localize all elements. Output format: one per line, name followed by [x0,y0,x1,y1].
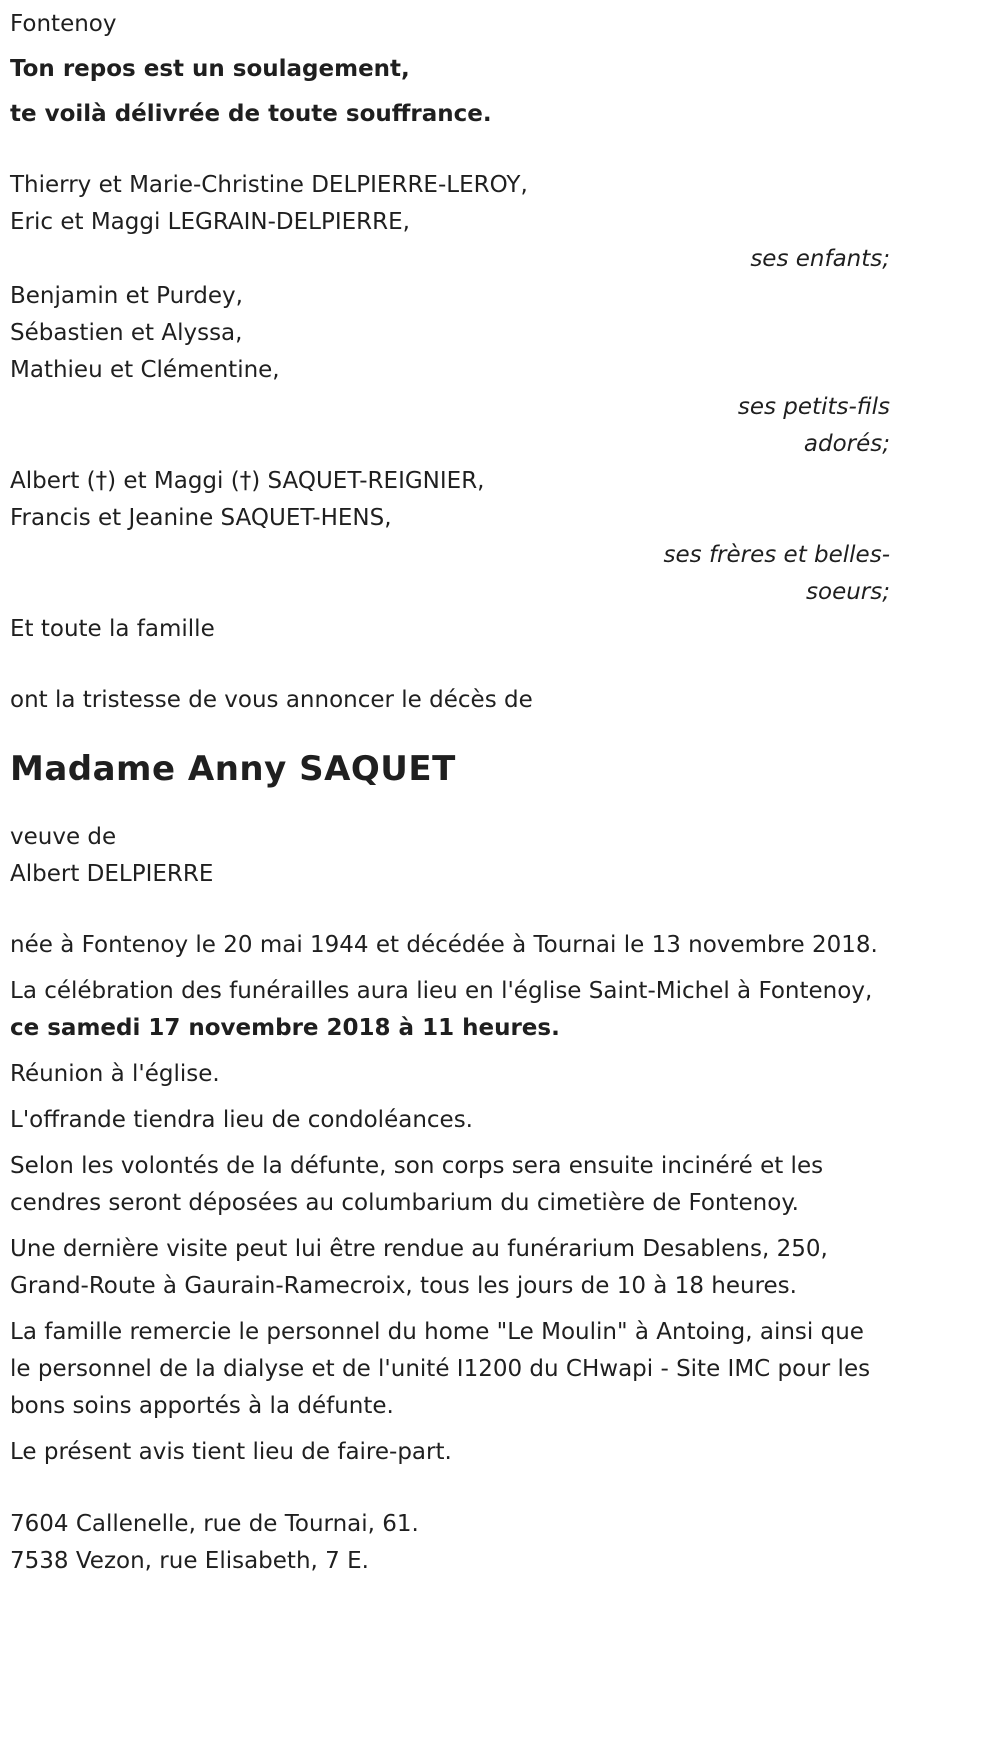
grandchild-name: Benjamin et Purdey, [10,283,243,309]
children-section [10,167,890,278]
notice-text: Le présent avis tient lieu de faire-part. [10,1439,452,1465]
siblings-relation-line-2: soeurs; [806,579,890,605]
grandchildren-section [10,278,890,463]
grandchild-name: Mathieu et Clémentine, [10,357,280,383]
child-name: Thierry et Marie-Christine DELPIERRE-LEROY, [10,172,528,198]
obituary-content [10,6,890,1580]
address-line: 7538 Vezon, rue Elisabeth, 7 E. [10,1548,369,1574]
announcement-text: ont la tristesse de vous annoncer le décès de [10,687,533,713]
funeral-paragraph [10,973,890,1047]
visit-text: Une dernière visite peut lui être rendue au funérarium Desablens, 250, Grand-Route à Gaurain-Ramecroix, tous les jours de 10 à 18 heures. [10,1236,828,1299]
siblings-section [10,463,890,611]
quote-line-1: Ton repos est un soulagement, [10,56,410,82]
sibling-name: Albert (†) et Maggi (†) SAQUET-REIGNIER, [10,468,485,494]
widow-of-label: veuve de [10,824,117,850]
child-name: Eric et Maggi LEGRAIN-DELPIERRE, [10,209,410,235]
address-line: 7604 Callenelle, rue de Tournai, 61. [10,1511,419,1537]
birth-death-text: née à Fontenoy le 20 mai 1944 et décédée à Tournai le 13 novembre 2018. [10,932,878,958]
funeral-text: La célébration des funérailles aura lieu en l'église Saint-Michel à Fontenoy, [10,978,873,1004]
spouse-name: Albert DELPIERRE [10,861,214,887]
siblings-relation-line-1: ses frères et belles- [663,542,890,568]
funeral-date: ce samedi 17 novembre 2018 à 11 heures. [10,1015,560,1041]
children-relation: ses enfants; [750,246,890,272]
family-text: Et toute la famille [10,616,215,642]
grandchildren-relation-line-1: ses petits-fils [737,394,890,420]
deceased-name: Madame Anny SAQUET [10,749,456,789]
cremation-text: Selon les volontés de la défunte, son corps sera ensuite incinéré et les cendres seront déposées au columbarium du cimetière de Fontenoy. [10,1153,824,1216]
thanks-text: La famille remercie le personnel du home "Le Moulin" à Antoing, ainsi que le personnel de la dialyse et de l'unité I1200 du CHwapi - Site IMC pour les bons soins apportés à la défunte. [10,1319,871,1419]
grandchild-name: Sébastien et Alyssa, [10,320,243,346]
sibling-name: Francis et Jeanine SAQUET-HENS, [10,505,392,531]
quote-line-2: te voilà délivrée de toute souffrance. [10,101,492,127]
offering-text: L'offrande tiendra lieu de condoléances. [10,1107,473,1133]
location-text: Fontenoy [10,11,117,37]
meeting-text: Réunion à l'église. [10,1061,220,1087]
grandchildren-relation-line-2: adorés; [803,431,890,457]
